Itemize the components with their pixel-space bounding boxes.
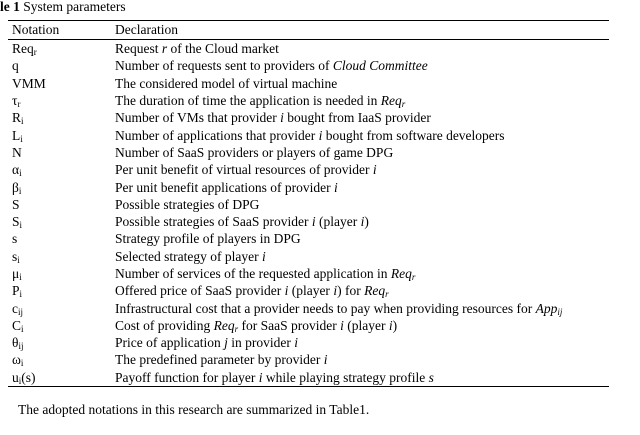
declaration-subscript: ij	[557, 306, 563, 317]
table-row	[8, 161, 609, 178]
declaration-cell	[108, 161, 609, 178]
notation-symbol: c	[12, 300, 18, 316]
notation-cell	[8, 161, 108, 178]
notation-cell	[8, 57, 108, 74]
notation-suffix: (s)	[21, 369, 36, 385]
declaration-cell	[108, 144, 609, 161]
declaration-italic: App	[535, 300, 558, 316]
table-row	[8, 57, 609, 74]
notation-cell	[8, 351, 108, 368]
declaration-italic: i	[284, 283, 289, 299]
notation-cell	[8, 369, 108, 387]
body-paragraph: The adopted notations in this research are summarized in Table1.	[18, 402, 370, 417]
declaration-italic: i	[323, 352, 328, 368]
declaration-text: Offered price of SaaS provider	[115, 283, 285, 299]
declaration-cell	[108, 282, 609, 299]
declaration-text: Possible strategies of DPG	[115, 196, 260, 212]
table-row	[8, 299, 609, 316]
notation-subscript: i	[19, 289, 23, 300]
declaration-text: )	[364, 214, 369, 230]
declaration-text: (player	[315, 214, 361, 230]
table-row	[8, 369, 609, 387]
declaration-text: The duration of time the application is needed in	[115, 93, 381, 109]
declaration-cell	[108, 213, 609, 230]
table-row	[8, 109, 609, 126]
declaration-text: )	[392, 317, 398, 333]
table-row	[8, 213, 609, 230]
declaration-cell	[108, 109, 609, 126]
notation-cell	[8, 75, 108, 92]
notation-subscript: i	[20, 358, 24, 369]
declaration-italic: i	[333, 283, 338, 299]
notation-symbol: C	[12, 317, 22, 333]
declaration-text: Per unit benefit applications of provider	[115, 179, 334, 195]
table-row	[8, 230, 609, 247]
declaration-cell	[108, 75, 609, 92]
notation-subscript: i	[19, 168, 22, 179]
notation-subscript: i	[18, 185, 22, 196]
declaration-text: Cost of providing	[115, 317, 214, 333]
table-row	[8, 282, 609, 299]
declaration-subscript: r	[234, 323, 239, 334]
declaration-text: Per unit benefit of virtual resources of provider	[115, 162, 373, 178]
notation-cell	[8, 178, 108, 195]
notation-cell	[8, 230, 108, 247]
notation-cell	[8, 248, 108, 265]
declaration-text: while playing strategy profile	[262, 369, 429, 385]
declaration-text: (player	[288, 283, 334, 299]
notation-subscript: ij	[18, 341, 24, 352]
notation-symbol: β	[12, 179, 19, 195]
declaration-text: Selected strategy of player	[115, 248, 262, 264]
table-row	[8, 196, 609, 213]
notation-symbol: μ	[12, 266, 20, 281]
notation-subscript: i	[19, 220, 23, 231]
declaration-cell	[108, 230, 609, 247]
declaration-cell	[108, 57, 609, 74]
declaration-text: Number of VMs that provider	[115, 110, 281, 126]
declaration-cell	[108, 351, 609, 368]
notation-subscript: i	[20, 133, 23, 144]
table-header-row	[8, 21, 609, 40]
declaration-text: Number of requests sent to providers of	[115, 58, 333, 74]
table-row	[8, 317, 609, 334]
declaration-cell	[108, 126, 609, 143]
notation-cell	[8, 334, 108, 351]
declaration-italic: i	[294, 335, 298, 351]
notation-symbol: α	[12, 162, 20, 178]
notation-cell	[8, 109, 108, 126]
declaration-text: Number of applications that provider	[115, 127, 319, 143]
notation-cell	[8, 144, 108, 161]
declaration-text: (player	[343, 317, 389, 333]
notation-symbol: N	[12, 144, 22, 160]
notation-cell	[8, 126, 108, 143]
notation-cell	[8, 282, 108, 299]
declaration-italic: i	[280, 110, 284, 126]
declaration-cell	[108, 317, 609, 334]
notation-subscript: r	[17, 99, 21, 110]
declaration-subscript: r	[385, 289, 389, 300]
notation-cell	[8, 317, 108, 334]
declaration-italic: i	[261, 248, 266, 264]
declaration-italic: Req	[364, 283, 386, 299]
notation-symbol: Req	[12, 41, 34, 57]
declaration-cell	[108, 299, 609, 316]
declaration-subscript: r	[411, 272, 416, 282]
notation-symbol: S	[12, 196, 20, 212]
notation-symbol: ω	[12, 352, 21, 368]
notation-subscript: ij	[18, 306, 24, 317]
declaration-text: Infrastructural cost that a provider needs to pay when providing resources for	[115, 300, 536, 316]
column-header-notation: Notation	[12, 22, 60, 37]
notation-cell	[8, 196, 108, 213]
declaration-italic: i	[340, 317, 344, 333]
table-row	[8, 144, 609, 161]
declaration-italic: Req	[390, 266, 412, 281]
declaration-italic: r	[161, 41, 168, 57]
notation-cell	[8, 213, 108, 230]
table-title: System parameters	[23, 0, 126, 14]
table-label: le 1	[0, 0, 20, 14]
notation-subscript: i	[18, 375, 22, 386]
declaration-cell	[108, 196, 609, 213]
declaration-italic: i	[360, 214, 365, 230]
declaration-text: for SaaS provider	[238, 317, 341, 333]
table-caption	[0, 0, 126, 15]
notation-cell	[8, 265, 108, 282]
table-body	[8, 40, 609, 387]
declaration-italic: i	[318, 127, 323, 143]
notation-symbol: R	[12, 110, 22, 126]
notation-symbol: VMM	[12, 75, 46, 91]
notation-subscript: i	[19, 272, 22, 282]
declaration-text: Possible strategies of SaaS provider	[115, 214, 312, 230]
declaration-cell	[108, 178, 609, 195]
notation-symbol: s	[12, 248, 18, 264]
declaration-text: Number of SaaS providers or players of game DPG	[115, 144, 394, 160]
notation-symbol: θ	[12, 335, 19, 351]
declaration-cell	[108, 248, 609, 265]
table-row	[8, 178, 609, 195]
notation-cell	[8, 299, 108, 316]
declaration-italic: i	[258, 369, 263, 385]
notation-cell	[8, 40, 108, 58]
notation-symbol: q	[12, 58, 19, 74]
declaration-italic: Cloud Committee	[332, 58, 428, 74]
column-header-declaration: Declaration	[115, 22, 178, 37]
notation-symbol: L	[12, 127, 21, 143]
declaration-italic: j	[224, 335, 228, 351]
declaration-cell	[108, 265, 609, 282]
declaration-cell	[108, 334, 609, 351]
table-row	[8, 334, 609, 351]
declaration-text: in provider	[227, 335, 295, 351]
table-row	[8, 126, 609, 143]
declaration-text: The considered model of virtual machine	[115, 75, 338, 91]
notation-subscript: r	[33, 47, 37, 58]
declaration-subscript: r	[401, 99, 406, 110]
declaration-text: bought from software developers	[322, 127, 505, 143]
table-row	[8, 351, 609, 368]
declaration-italic: i	[372, 162, 377, 178]
declaration-italic: i	[388, 317, 393, 333]
declaration-cell	[108, 369, 609, 387]
notation-subscript: i	[17, 254, 20, 265]
table-row	[8, 75, 609, 92]
declaration-cell	[108, 40, 609, 58]
notation-subscript: i	[21, 116, 24, 127]
declaration-cell	[108, 92, 609, 109]
notation-cell	[8, 92, 108, 109]
notation-subscript: i	[21, 323, 24, 334]
table-row	[8, 248, 609, 265]
declaration-italic: i	[333, 179, 338, 195]
declaration-text: Strategy profile of players in DPG	[115, 231, 301, 247]
declaration-italic: i	[311, 214, 316, 230]
declaration-text: Payoff function for player	[115, 369, 259, 385]
table-row	[8, 265, 609, 282]
notation-symbol: τ	[12, 93, 18, 109]
parameters-table	[8, 20, 609, 387]
declaration-italic: s	[428, 369, 434, 385]
declaration-italic: Req	[213, 317, 235, 333]
declaration-italic: Req	[380, 93, 402, 109]
declaration-text: ) for	[337, 283, 365, 299]
notation-symbol: P	[12, 283, 20, 299]
declaration-text: Request	[115, 41, 162, 57]
declaration-text: bought from IaaS provider	[283, 110, 431, 126]
notation-symbol: s	[12, 231, 18, 247]
table-row	[8, 40, 609, 58]
declaration-text: Price of application	[115, 335, 225, 351]
notation-symbol: S	[12, 214, 20, 230]
declaration-text: Number of services of the requested application in	[115, 266, 391, 281]
declaration-text: The predefined parameter by provider	[115, 352, 324, 368]
declaration-text: of the Cloud market	[167, 41, 279, 57]
notation-symbol: u	[12, 369, 19, 385]
table-row	[8, 92, 609, 109]
